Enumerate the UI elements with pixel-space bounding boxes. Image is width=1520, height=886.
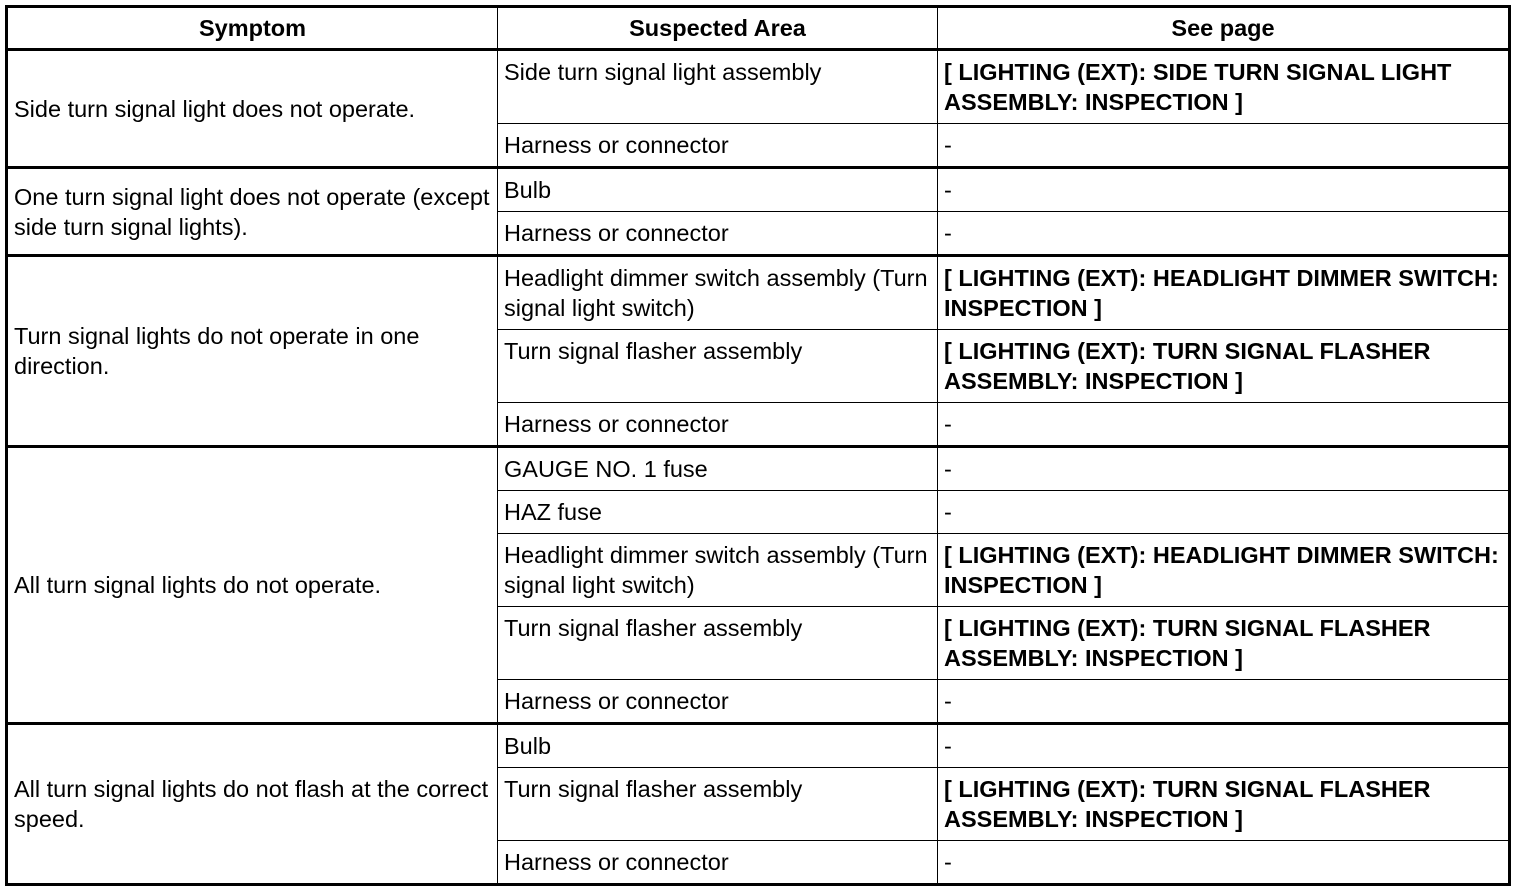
table-row <box>7 256 1510 330</box>
suspected-area-cell: Harness or connector <box>498 212 938 256</box>
suspected-area-cell: Headlight dimmer switch assembly (Turn signal light switch) <box>498 534 938 607</box>
header-see-page: See page <box>938 7 1510 50</box>
see-page-link[interactable]: [ LIGHTING (EXT): SIDE TURN SIGNAL LIGHT ASSEMBLY: INSPECTION ] <box>938 50 1510 124</box>
suspected-area-cell: Harness or connector <box>498 403 938 447</box>
table-row <box>7 447 1510 491</box>
see-page-cell: - <box>938 491 1510 534</box>
table-row <box>7 724 1510 768</box>
suspected-area-cell: GAUGE NO. 1 fuse <box>498 447 938 491</box>
suspected-area-cell: Turn signal flasher assembly <box>498 330 938 403</box>
header-suspected-area: Suspected Area <box>498 7 938 50</box>
suspected-area-cell: HAZ fuse <box>498 491 938 534</box>
symptom-cell: Side turn signal light does not operate. <box>7 50 498 168</box>
symptom-cell: One turn signal light does not operate (except side turn signal lights). <box>7 168 498 256</box>
see-page-cell: - <box>938 841 1510 885</box>
table-row <box>7 50 1510 124</box>
symptom-cell: All turn signal lights do not operate. <box>7 447 498 724</box>
suspected-area-cell: Harness or connector <box>498 841 938 885</box>
suspected-area-cell: Bulb <box>498 168 938 212</box>
problem-symptoms-table <box>5 5 1511 886</box>
suspected-area-cell: Harness or connector <box>498 124 938 168</box>
suspected-area-cell: Harness or connector <box>498 680 938 724</box>
see-page-link[interactable]: [ LIGHTING (EXT): TURN SIGNAL FLASHER ASSEMBLY: INSPECTION ] <box>938 768 1510 841</box>
suspected-area-cell: Side turn signal light assembly <box>498 50 938 124</box>
see-page-link[interactable]: [ LIGHTING (EXT): HEADLIGHT DIMMER SWITCH: INSPECTION ] <box>938 534 1510 607</box>
symptom-cell: All turn signal lights do not flash at the correct speed. <box>7 724 498 885</box>
see-page-cell: - <box>938 124 1510 168</box>
see-page-cell: - <box>938 447 1510 491</box>
suspected-area-cell: Turn signal flasher assembly <box>498 607 938 680</box>
suspected-area-cell: Turn signal flasher assembly <box>498 768 938 841</box>
suspected-area-cell: Bulb <box>498 724 938 768</box>
symptom-cell: Turn signal lights do not operate in one direction. <box>7 256 498 447</box>
see-page-cell: - <box>938 212 1510 256</box>
table-row <box>7 168 1510 212</box>
see-page-cell: - <box>938 724 1510 768</box>
see-page-link[interactable]: [ LIGHTING (EXT): TURN SIGNAL FLASHER ASSEMBLY: INSPECTION ] <box>938 607 1510 680</box>
see-page-cell: - <box>938 680 1510 724</box>
suspected-area-cell: Headlight dimmer switch assembly (Turn signal light switch) <box>498 256 938 330</box>
see-page-link[interactable]: [ LIGHTING (EXT): HEADLIGHT DIMMER SWITCH: INSPECTION ] <box>938 256 1510 330</box>
header-row <box>7 7 1510 50</box>
header-symptom: Symptom <box>7 7 498 50</box>
see-page-cell: - <box>938 168 1510 212</box>
see-page-link[interactable]: [ LIGHTING (EXT): TURN SIGNAL FLASHER ASSEMBLY: INSPECTION ] <box>938 330 1510 403</box>
see-page-cell: - <box>938 403 1510 447</box>
